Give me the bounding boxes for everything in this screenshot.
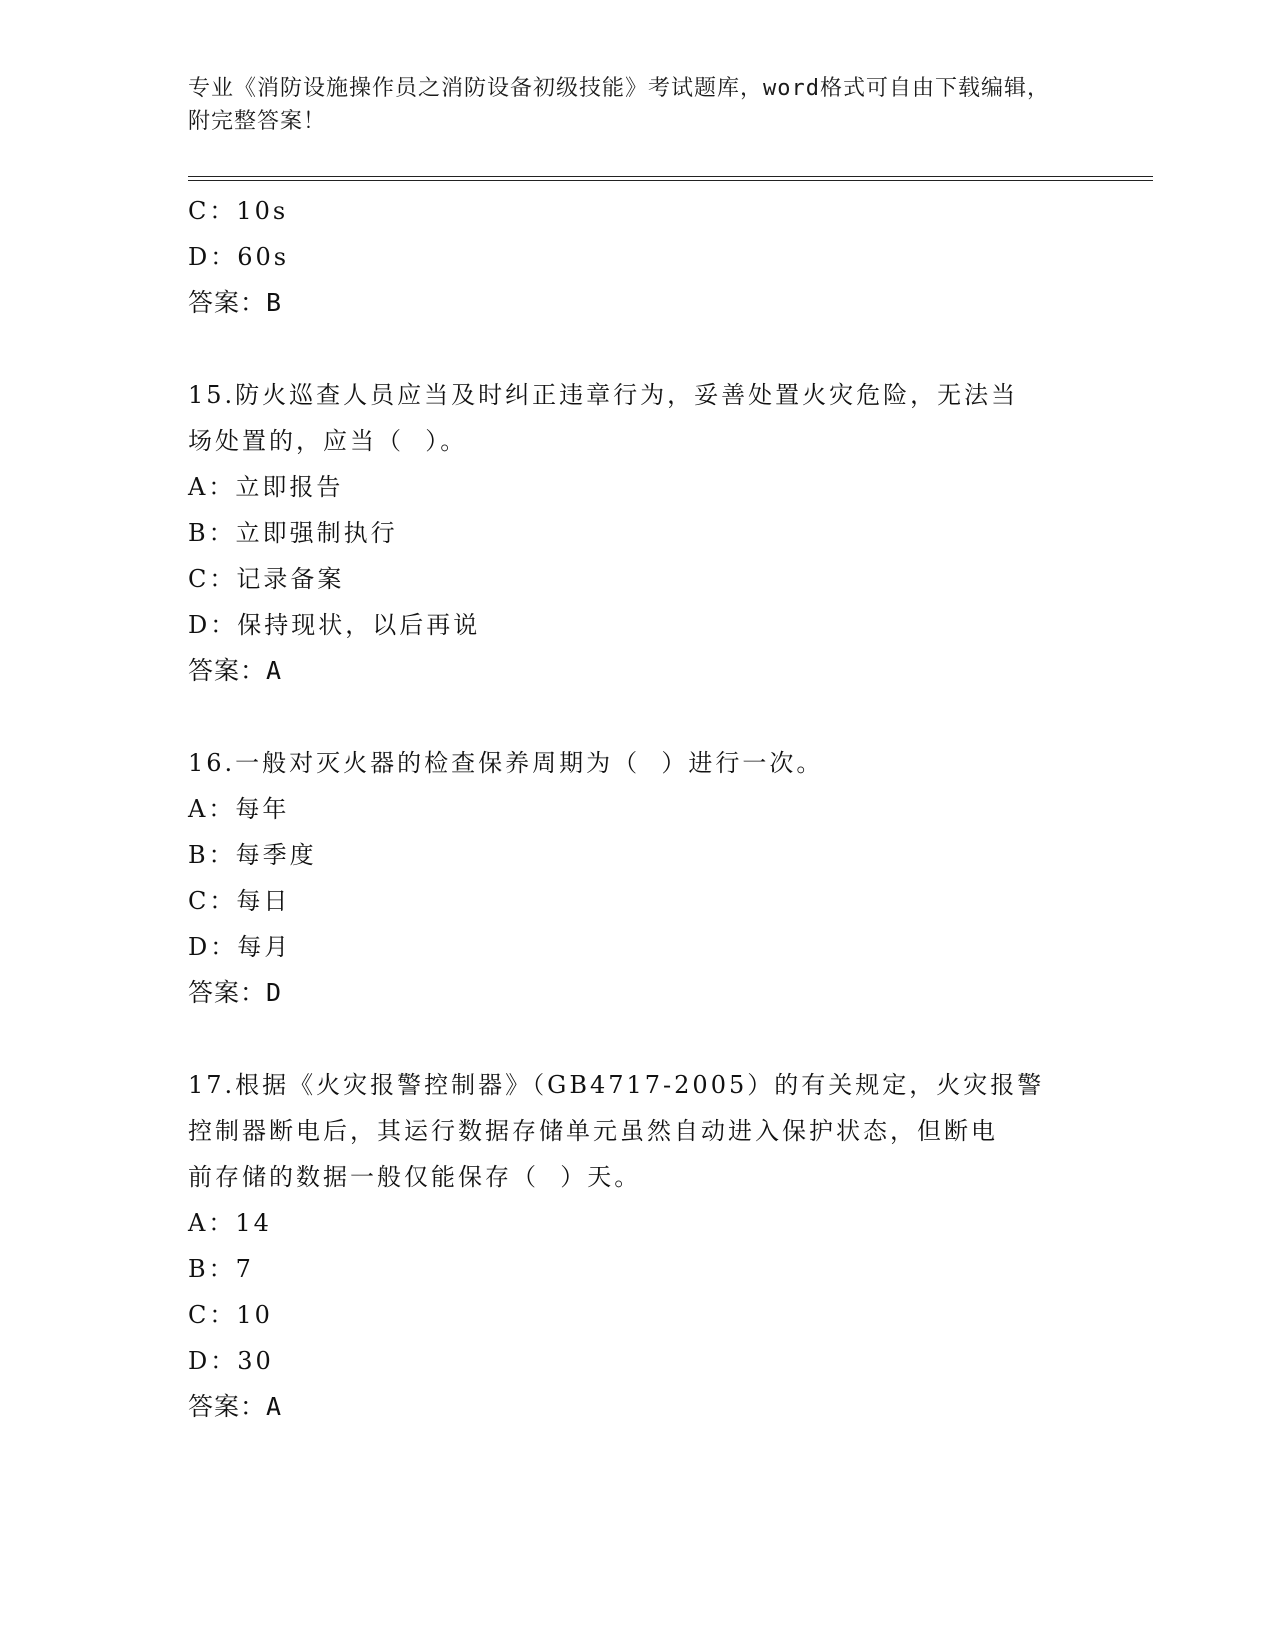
option-d: D：每月 <box>188 933 292 961</box>
document-body <box>188 188 1088 1430</box>
question-stem-line: 前存储的数据一般仅能保存（ ）天。 <box>188 1163 642 1191</box>
option-c: C：10 <box>188 1301 273 1329</box>
option-b: B：每季度 <box>188 841 317 869</box>
question-stem-line: 15.防火巡查人员应当及时纠正违章行为，妥善处置火灾危险，无法当 <box>188 381 1019 409</box>
option-a: A：每年 <box>188 795 290 823</box>
answer-line: 答案：A <box>188 1392 283 1421</box>
answer-line: 答案：A <box>188 656 283 685</box>
option-c: C：每日 <box>188 887 291 915</box>
answer-line: 答案：B <box>188 288 283 317</box>
question-15 <box>188 372 1088 694</box>
header-divider-top <box>188 176 1153 177</box>
question-14-continued <box>188 188 1088 326</box>
option-c: C：10s <box>188 197 289 225</box>
question-stem-line: 控制器断电后，其运行数据存储单元虽然自动进入保护状态，但断电 <box>188 1117 998 1145</box>
option-c: C：记录备案 <box>188 565 345 593</box>
question-stem-line: 场处置的，应当（ ）。 <box>188 427 468 455</box>
question-stem-line: 16.一般对灭火器的检查保养周期为（ ）进行一次。 <box>188 749 824 777</box>
option-d: D：60s <box>188 243 290 271</box>
question-stem-line: 17.根据《火灾报警控制器》（GB4717-2005）的有关规定，火灾报警 <box>188 1071 1045 1099</box>
page-header-text: 专业《消防设施操作员之消防设备初级技能》考试题库，word格式可自由下载编辑，附完整答案！ <box>188 76 1050 134</box>
option-a: A：14 <box>188 1209 272 1237</box>
option-b: B：7 <box>188 1255 254 1283</box>
question-17 <box>188 1062 1088 1430</box>
option-b: B：立即强制执行 <box>188 519 398 547</box>
option-d: D：30 <box>188 1347 274 1375</box>
option-a: A：立即报告 <box>188 473 344 501</box>
header-divider-bottom <box>188 180 1153 181</box>
answer-line: 答案：D <box>188 978 283 1007</box>
question-16 <box>188 740 1088 1016</box>
option-d: D：保持现状，以后再说 <box>188 611 481 639</box>
